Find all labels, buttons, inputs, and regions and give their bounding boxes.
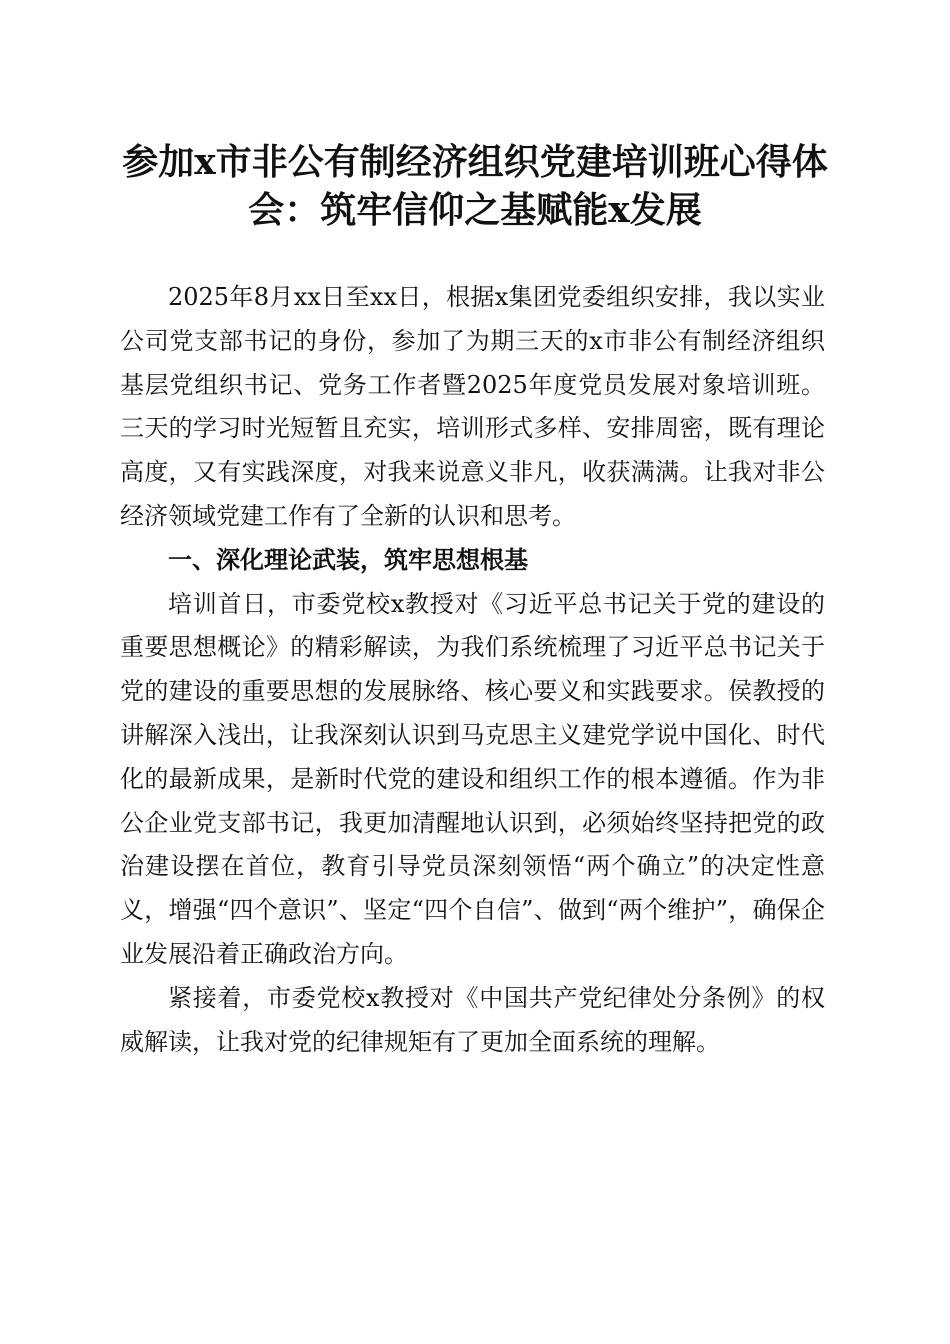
- document-body: [120, 276, 825, 1064]
- body-paragraph: 培训首日，市委党校x教授对《习近平总书记关于党的建设的重要思想概论》的精彩解读，为我们系统梳理了习近平总书记关于党的建设的重要思想的发展脉络、核心要义和实践要求。侯教授的讲解深入浅出，让我深刻认识到马克思主义建党学说中国化、时代化的最新成果，是新时代党的建设和组织工作的根本遵循。作为非公企业党支部书记，我更加清醒地认识到，必须始终坚持把党的政治建设摆在首位，教育引导党员深刻领悟“两个确立”的决定性意义，增强“四个意识”、坚定“四个自信”、做到“两个维护”，确保企业发展沿着正确政治方向。: [120, 589, 825, 968]
- body-paragraph: 紧接着，市委党校x教授对《中国共产党纪律处分条例》的权威解读，让我对党的纪律规矩有了更加全面系统的理解。: [120, 983, 825, 1056]
- document-title: 参加x市非公有制经济组织党建培训班心得体会：筑牢信仰之基赋能x发展: [122, 141, 828, 231]
- section-heading: 一、深化理论武装，筑牢思想根基: [168, 545, 528, 574]
- intro-paragraph: 2025年8月xx日至xx日，根据x集团党委组织安排，我以实业公司党支部书记的身份，参加了为期三天的x市非公有制经济组织基层党组织书记、党务工作者暨2025年度党员发展对象培训班。三天的学习时光短暂且充实，培训形式多样、安排周密，既有理论高度，又有实践深度，对我来说意义非凡，收获满满。让我对非公经济领域党建工作有了全新的认识和思考。: [120, 283, 825, 530]
